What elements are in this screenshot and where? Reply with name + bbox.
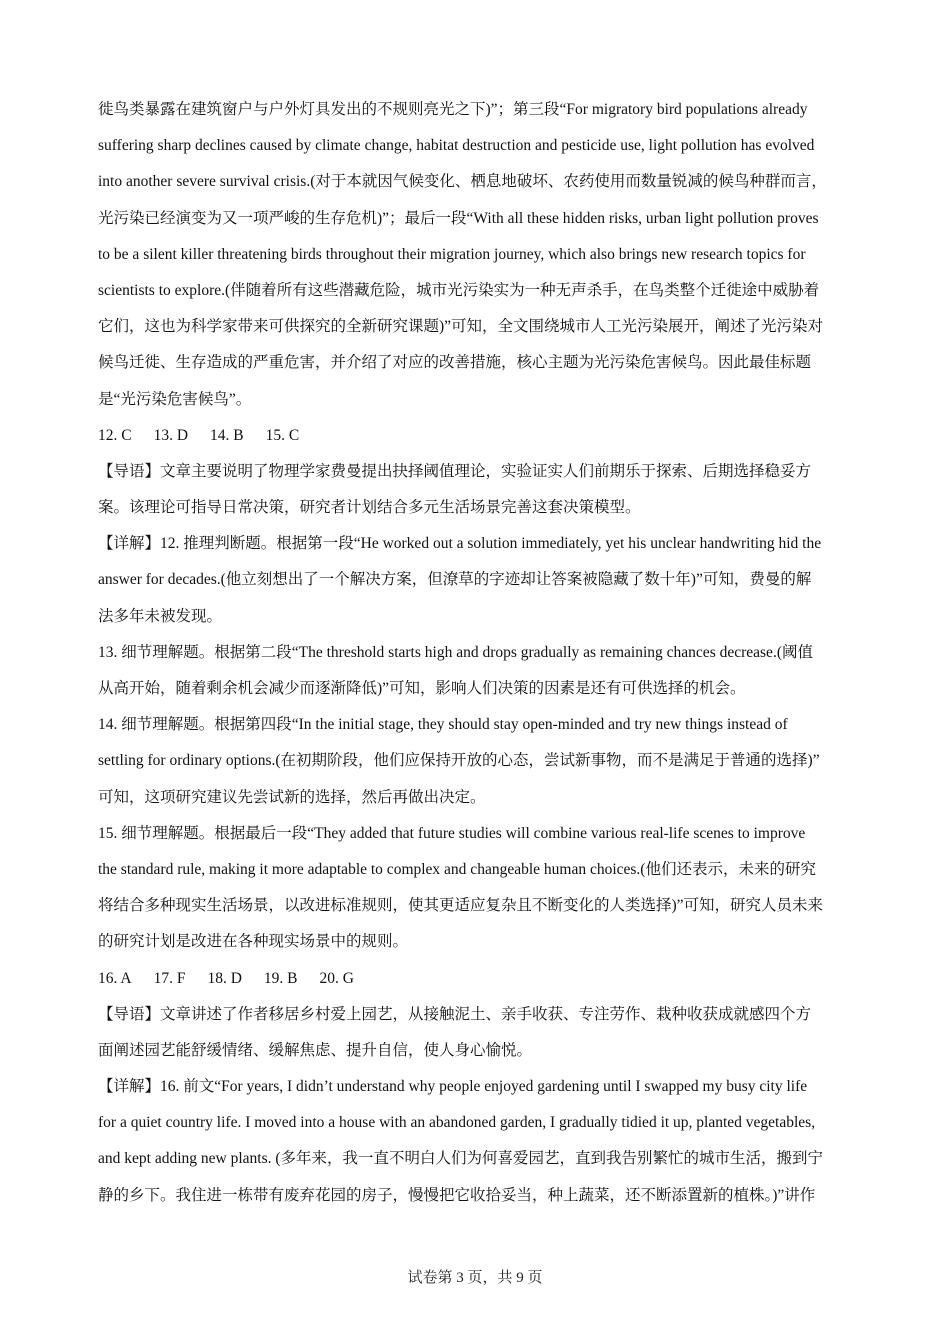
- text-line: 静的乡下。我住进一栋带有废弃花园的房子，慢慢把它收拾妥当，种上蔬菜，还不断添置新的植株。)”讲作: [98, 1186, 816, 1204]
- answer-key-16-20: [98, 961, 858, 997]
- answer-15: 15. C: [265, 426, 300, 444]
- text-line: 的研究计划是改进在各种现实场景中的规则。: [98, 933, 409, 951]
- text-line: 14. 细节理解题。根据第四段“In the initial stage, they should stay open-minded and try new things instead of: [98, 716, 788, 734]
- answer-16: 16. A: [98, 969, 132, 987]
- answer-19: 19. B: [263, 969, 298, 987]
- answer-18: 18. D: [207, 969, 242, 987]
- text-line: 将结合多种现实生活场景，以改进标准规则，使其更适应复杂且不断变化的人类选择)”可知，研究人员未来: [98, 897, 824, 915]
- text-line: scientists to explore.(伴随着所有这些潜藏危险，城市光污染实为一种无声杀手，在鸟类整个迁徙途中威胁着: [98, 281, 820, 299]
- text-line: suffering sharp declines caused by climate change, habitat destruction and pesticide use, light pollution has evolved: [98, 137, 815, 155]
- answer-key-12-15: [98, 418, 858, 454]
- answer-20: 20. G: [319, 969, 354, 987]
- text-line: 候鸟迁徙、生存造成的严重危害，并介绍了对应的改善措施，核心主题为光污染危害候鸟。因此最佳标题: [98, 354, 812, 372]
- text-line: 面阐述园艺能舒缓情绪、缓解焦虑、提升自信，使人身心愉悦。: [98, 1041, 533, 1059]
- text-line: to be a silent killer threatening birds throughout their migration journey, which also brings new research topics for: [98, 245, 806, 263]
- text-line: into another severe survival crisis.(对于本就因气候变化、栖息地破坏、农药使用而数量锐减的候鸟种群而言，: [98, 173, 827, 191]
- text-line: 13. 细节理解题。根据第二段“The threshold starts high and drops gradually as remaining chances decrease.(阈值: [98, 643, 813, 661]
- text-line: answer for decades.(他立刻想出了一个解决方案，但潦草的字迹却让答案被隐藏了数十年)”可知，费曼的解: [98, 571, 812, 589]
- text-line: 法多年未被发现。: [98, 607, 223, 625]
- text-line: 是“光污染危害候鸟”。: [98, 390, 252, 408]
- text-line: 可知，这项研究建议先尝试新的选择，然后再做出决定。: [98, 788, 486, 806]
- text-line: 15. 细节理解题。根据最后一段“They added that future studies will combine various real-life scenes to improve: [98, 824, 806, 842]
- text-line: the standard rule, making it more adaptable to complex and changeable human choices.(他们还表示，未来的研究: [98, 860, 816, 878]
- text-line: 从高开始，随着剩余机会减少而逐渐降低)”可知，影响人们决策的因素是还有可供选择的机会。: [98, 680, 746, 697]
- text-line: 【详解】16. 前文“For years, I didn’t understand why people enjoyed gardening until I swapped my busy city life: [98, 1078, 808, 1096]
- text-line: for a quiet country life. I moved into a house with an abandoned garden, I gradually tidied it up, planted vegetables,: [98, 1114, 816, 1132]
- text-line: 案。该理论可指导日常决策，研究者计划结合多元生活场景完善这套决策模型。: [98, 499, 641, 517]
- text-line: 它们，这也为科学家带来可供探究的全新研究课题)”可知，全文围绕城市人工光污染展开，阐述了光污染对: [98, 318, 824, 336]
- text-line: 【导语】文章主要说明了物理学家费曼提出抉择阈值理论，实验证实人们前期乐于探索、后期选择稳妥方: [98, 462, 812, 480]
- answer-13: 13. D: [153, 426, 189, 444]
- text-line: 【详解】12. 推理判断题。根据第一段“He worked out a solution immediately, yet his unclear handwriting hid the: [98, 535, 822, 553]
- page-footer: 试卷第 3 页，共 9 页: [407, 1270, 543, 1286]
- text-line: settling for ordinary options.(在初期阶段，他们应保持开放的心态，尝试新事物，而不是满足于普通的选择)”: [98, 752, 820, 770]
- answer-17: 17. F: [153, 969, 186, 987]
- text-line: and kept adding new plants. (多年来，我一直不明白人们为何喜爱园艺，直到我告别繁忙的城市生活，搬到宁: [98, 1150, 824, 1168]
- answer-14: 14. B: [210, 426, 244, 444]
- text-line: 【导语】文章讲述了作者移居乡村爱上园艺，从接触泥土、亲手收获、专注劳作、栽种收获成就感四个方: [98, 1005, 812, 1023]
- text-line: 光污染已经演变为又一项严峻的生存危机)”；最后一段“With all these hidden risks, urban light pollution proves: [98, 209, 819, 227]
- text-line: 徙鸟类暴露在建筑窗户与户外灯具发出的不规则亮光之下)”；第三段“For migratory bird populations already: [98, 101, 808, 118]
- answer-12: 12. C: [98, 426, 132, 444]
- answer-explanation-body: [98, 92, 858, 1214]
